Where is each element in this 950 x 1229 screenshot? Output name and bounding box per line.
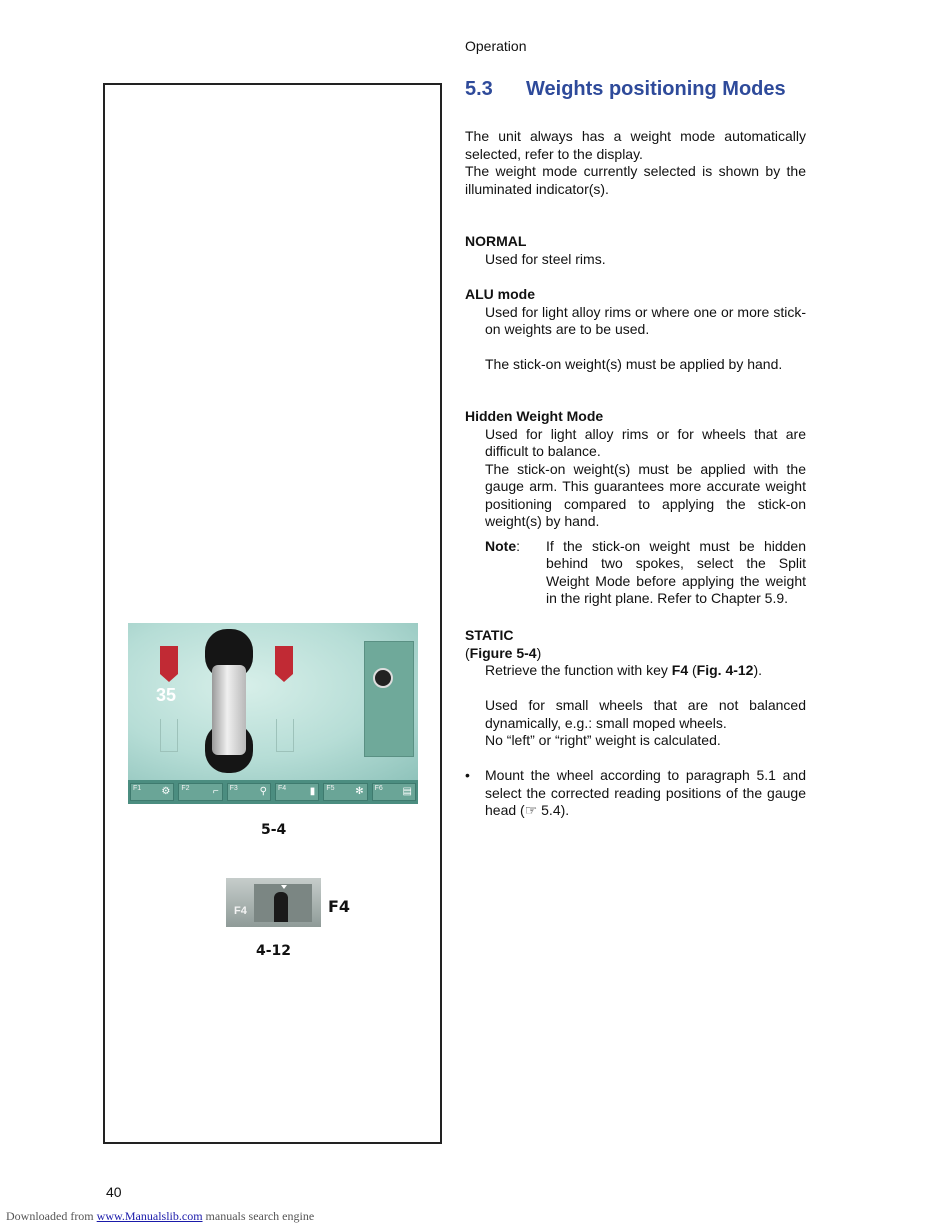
alu-title: ALU mode <box>465 286 535 302</box>
hidden-text-2: The stick-on weight(s) must be applied with the gauge arm. This guarantees more accurate weight positioning compared to applying the stick-on weight(s) by hand. <box>485 460 806 529</box>
f4-key-image <box>226 878 321 927</box>
static-retrieve: Retrieve the function with key F4 (Fig. 4-12). <box>485 662 763 678</box>
left-position-guide <box>160 719 178 752</box>
right-position-guide <box>276 719 294 752</box>
indicator-arrow-icon <box>281 885 287 889</box>
figure-5-4-screen <box>128 623 418 804</box>
figure-5-4-caption: 5-4 <box>261 822 287 838</box>
left-weight-indicator <box>160 646 178 674</box>
rim-icon: ✻ <box>355 786 364 797</box>
rim-icon <box>212 665 246 755</box>
tyre-icon: ▮ <box>309 786 316 797</box>
right-weight-indicator <box>275 646 293 674</box>
side-info-panel <box>364 641 414 757</box>
f4-side-label: F4 <box>328 897 351 916</box>
note-label: Note <box>485 537 517 554</box>
hidden-note <box>465 538 806 608</box>
figure-frame <box>103 83 442 1144</box>
bullet-text: Mount the wheel according to paragraph 5.1 and select the corrected reading positions of the gauge head (☞ 5.4). <box>485 767 806 818</box>
hidden-title: Hidden Weight Mode <box>465 408 604 424</box>
gauge-arm-icon: ⌐ <box>212 786 219 797</box>
hidden-mode-block <box>465 408 806 608</box>
intro-paragraph <box>465 128 806 198</box>
alu-text-1: Used for light alloy rims or where one or more stick-on weights are to be used. <box>485 303 806 337</box>
download-footer: Downloaded from www.Manualslib.com manuals search engine <box>6 1209 315 1223</box>
section-title: Weights positioning Modes <box>526 78 786 100</box>
magnifier-icon: ⚲ <box>259 786 267 797</box>
key-f6: F6 ▤ <box>372 783 416 801</box>
key-f3: F3 ⚲ <box>227 783 271 801</box>
note-text: If the stick-on weight must be hidden behind two spokes, select the Split Weight Mode before applying the weight in the right plane. Refer to Chapter 5.9. <box>546 537 806 606</box>
key-label: F4 <box>234 905 247 917</box>
intro-line-2: The weight mode currently selected is shown by the illuminated indicator(s). <box>465 163 806 197</box>
printer-icon: ▤ <box>402 786 412 797</box>
figure-4-12-caption: 4-12 <box>256 943 292 959</box>
note-colon: : <box>516 537 521 554</box>
function-key-bar <box>128 780 418 804</box>
bullet-marker: • <box>465 767 470 783</box>
section-number: 5.3 <box>465 78 493 100</box>
bullet-item <box>465 767 806 820</box>
wheel-icon <box>373 668 393 688</box>
key-f5: F5 ✻ <box>323 783 367 801</box>
static-used-for: Used for small wheels that are not balanced dynamically, e.g.: small moped wheels. <box>485 697 806 731</box>
normal-text: Used for steel rims. <box>485 250 606 267</box>
static-wheel-icon <box>274 892 288 922</box>
alu-mode-block <box>465 286 806 374</box>
screen-background <box>128 623 418 780</box>
intro-line-1: The unit always has a weight mode automatically selected, refer to the display. <box>465 128 806 162</box>
static-no-weight: No “left” or “right” weight is calculated. <box>485 732 721 748</box>
normal-mode-block <box>465 233 806 268</box>
key-f1: F1 ⚙ <box>130 783 174 801</box>
static-mode-block: STATIC (Figure 5-4) Retrieve the function with key F4 (Fig. 4-12). Used for small wheels that are not balanced dynamically, e.g.: small moped wheels. No “left” or “right” weight is calculated. <box>465 627 806 748</box>
static-weight-value: 35 <box>156 685 177 705</box>
wheels-icon: ⚙ <box>161 786 171 797</box>
key-f4: F4 ▮ <box>275 783 319 801</box>
key-f2: F2 ⌐ <box>178 783 222 801</box>
figure-ref: Figure 5-4 <box>469 644 537 661</box>
section-heading <box>465 78 786 101</box>
manualslib-link[interactable]: www.Manualslib.com <box>96 1209 203 1223</box>
hidden-text-1: Used for light alloy rims or for wheels that are difficult to balance. <box>485 425 806 459</box>
page-number: 40 <box>106 1184 122 1200</box>
normal-title: NORMAL <box>465 233 527 249</box>
alu-text-2: The stick-on weight(s) must be applied by hand. <box>485 356 783 372</box>
running-header: Operation <box>465 38 527 54</box>
static-title: STATIC <box>465 627 514 643</box>
